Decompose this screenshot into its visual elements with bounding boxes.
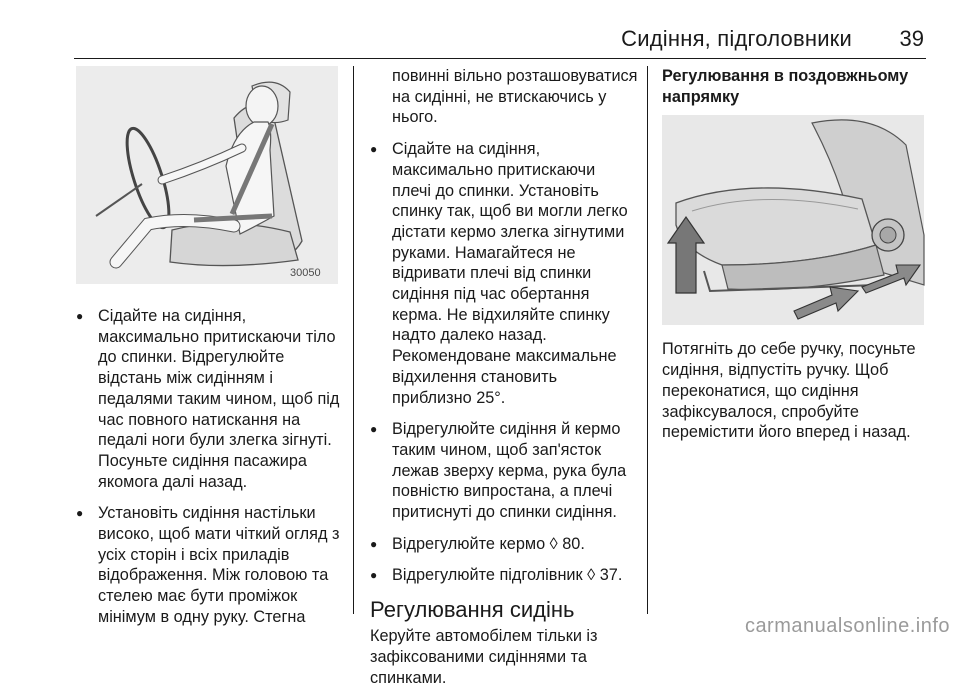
driver-seat-illustration <box>76 66 338 284</box>
column-3 <box>662 66 926 443</box>
section-heading: Регулювання сидінь <box>370 597 575 623</box>
list-item: ● Відрегулюйте кермо ◊ 80. <box>370 534 638 555</box>
figure-code: 30050 <box>290 267 321 279</box>
driver-seat-drawing <box>76 66 338 284</box>
list-item: ● Сідайте на сидіння, максимально притискаючи плечі до спинки. Установіть спинку так, щоб ви могли легко дістати кермо злегка зігнутими руками. Намагайтеся не відривати плечі від спинки сидіння під час обертання керма. Не відхиляйте спинку надто далеко назад. Рекомендоване максимальне відхилення становить приблизно 25°. <box>370 139 638 408</box>
subsection-heading: Регулювання в поздовжньому напрямку <box>662 67 909 106</box>
seat-adjust-drawing <box>662 115 924 325</box>
list-item: ● Відрегулюйте підголівник ◊ 37. <box>370 565 638 586</box>
column-1 <box>76 66 346 639</box>
continuation-text: повинні вільно розташовуватися на сидінні, не втискаючись у нього. <box>392 67 638 127</box>
section-text: Керуйте автомобілем тільки із зафіксованими сидіннями та спинками. <box>370 627 598 687</box>
bullet-list-1 <box>76 306 346 628</box>
seat-adjust-illustration <box>662 115 924 325</box>
list-item: ● Установіть сидіння настільки високо, щоб мати чіткий огляд з усіх сторін і всіх приладів відображення. Між головою та стелею має бути проміжок мінімум в одну руку. Стегна <box>76 503 346 627</box>
bullet-list-2 <box>370 139 638 586</box>
list-item: ● Відрегулюйте сидіння й кермо таким чином, щоб зап'ясток лежав зверху керма, рука була повністю випростана, а плечі притиснуті до спинки сидіння. <box>370 419 638 523</box>
list-item: ● Сідайте на сидіння, максимально притискаючи тіло до спинки. Відрегулюйте відстань між сидінням і педалями таким чином, щоб під час повного натискання на педалі ноги були злегка зігнуті. Посуньте сидіння пасажира якомога далі назад. <box>76 306 346 492</box>
page-title: Сидіння, підголовники <box>621 26 852 51</box>
page-number: 39 <box>899 26 924 51</box>
header-rule <box>74 58 926 59</box>
column-divider-2 <box>647 66 648 614</box>
watermark: carmanualsonline.info <box>744 615 950 637</box>
column-2 <box>370 66 638 688</box>
instruction-text: Потягніть до себе ручку, посуньте сидіння, відпустіть ручку. Щоб переконатися, що сидіння зафіксувалося, спробуйте перемістити його вперед і назад. <box>662 340 916 442</box>
column-divider-1 <box>353 66 354 614</box>
